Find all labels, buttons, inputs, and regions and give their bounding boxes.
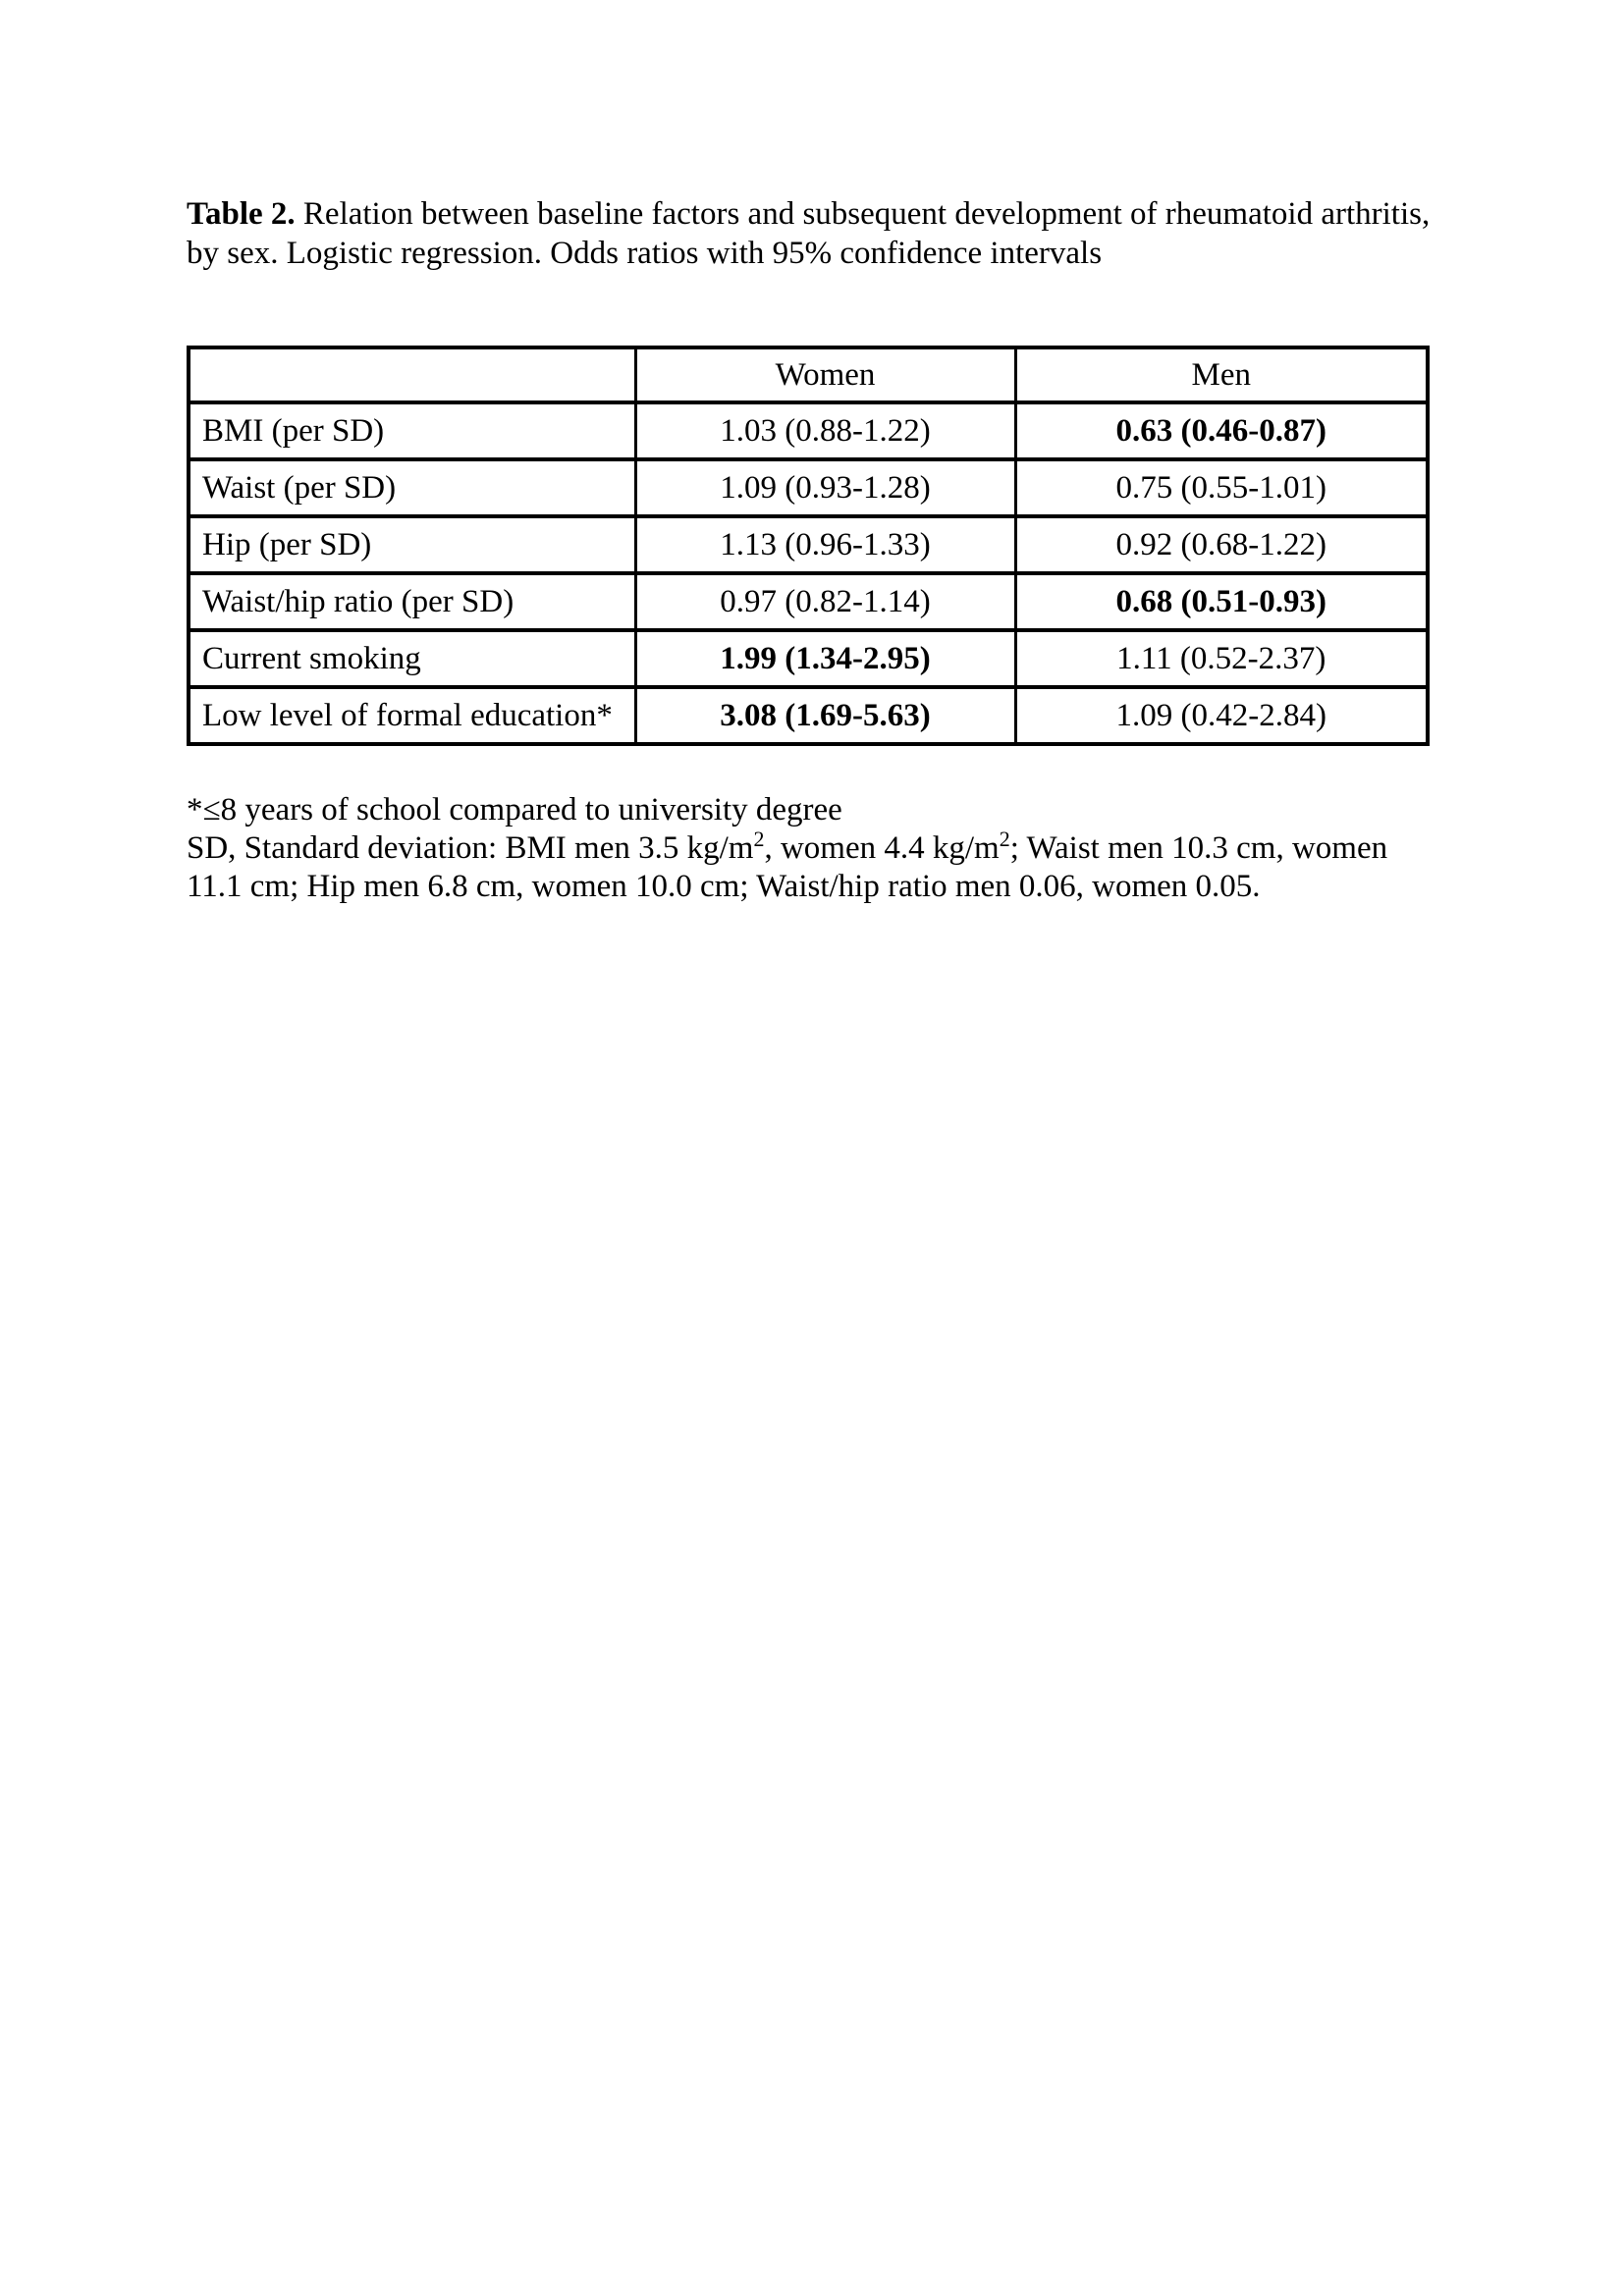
row-label-cell: Waist/hip ratio (per SD) [189, 573, 635, 630]
header-women-cell: Women [635, 347, 1015, 402]
page-content [187, 194, 1435, 906]
table-caption-text: Relation between baseline factors and subsequent development of rheumatoid arthritis, by sex. Logistic regression. Odds ratios with 95% confidence intervals [187, 196, 1431, 271]
row-label-cell: Current smoking [189, 630, 635, 687]
women-value-cell: 1.99 (1.34-2.95) [635, 630, 1015, 687]
men-value-cell: 0.92 (0.68-1.22) [1015, 516, 1428, 573]
table-row-waist [189, 459, 1428, 516]
row-label-cell: Hip (per SD) [189, 516, 635, 573]
men-value-cell: 0.68 (0.51-0.93) [1015, 573, 1428, 630]
women-value-cell: 0.97 (0.82-1.14) [635, 573, 1015, 630]
table-row-bmi [189, 402, 1428, 459]
footnote-sd-text: , women 4.4 kg/m [764, 830, 1000, 866]
footnote-sd-text: ; Waist men 10.3 cm, women 11.1 cm; Hip men 6.8 cm, women 10.0 cm; Waist/hip ratio men 0.06, women 0.05. [187, 830, 1388, 904]
footnote-sd-text: SD, Standard deviation: BMI men 3.5 kg/m [187, 830, 754, 866]
header-empty-cell [189, 347, 635, 402]
women-value-cell: 3.08 (1.69-5.63) [635, 687, 1015, 744]
men-value-cell: 0.63 (0.46-0.87) [1015, 402, 1428, 459]
table-caption-number: Table 2. [187, 196, 296, 232]
table-row-current-smoking [189, 630, 1428, 687]
women-value-cell: 1.09 (0.93-1.28) [635, 459, 1015, 516]
table-header-row [189, 347, 1428, 402]
footnote-sd [187, 829, 1435, 906]
table-footnotes [187, 791, 1435, 906]
superscript-2: 2 [999, 827, 1010, 851]
men-value-cell: 0.75 (0.55-1.01) [1015, 459, 1428, 516]
women-value-cell: 1.13 (0.96-1.33) [635, 516, 1015, 573]
row-label-cell: BMI (per SD) [189, 402, 635, 459]
row-label-cell: Low level of formal education* [189, 687, 635, 744]
footnote-education: *≤8 years of school compared to university degree [187, 792, 842, 828]
header-men-cell: Men [1015, 347, 1428, 402]
table-row-waist-hip-ratio [189, 573, 1428, 630]
odds-ratio-table [187, 346, 1430, 746]
men-value-cell: 1.11 (0.52-2.37) [1015, 630, 1428, 687]
men-value-cell: 1.09 (0.42-2.84) [1015, 687, 1428, 744]
women-value-cell: 1.03 (0.88-1.22) [635, 402, 1015, 459]
table-row-low-education [189, 687, 1428, 744]
table-caption [187, 194, 1435, 273]
row-label-cell: Waist (per SD) [189, 459, 635, 516]
table-row-hip [189, 516, 1428, 573]
superscript-2: 2 [753, 827, 765, 851]
